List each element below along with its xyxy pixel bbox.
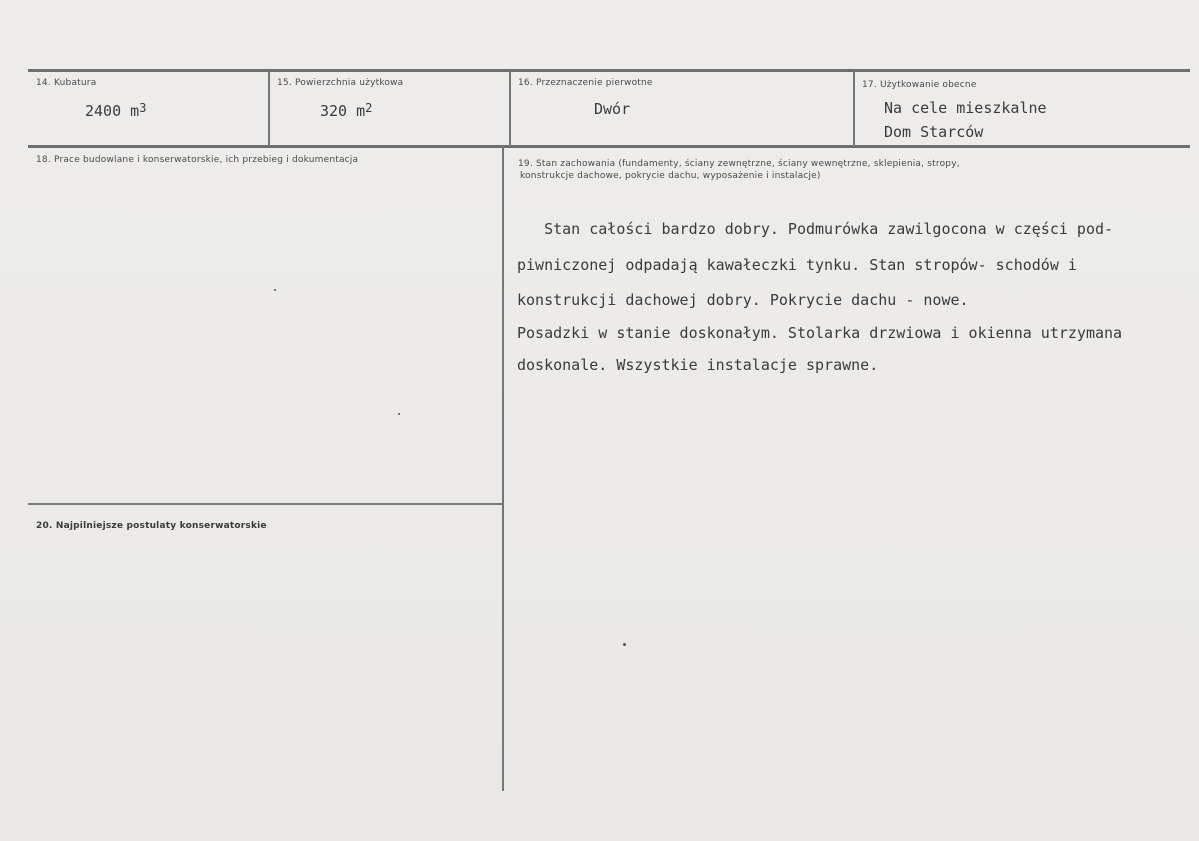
uzytkowanie-value-1: Na cele mieszkalne bbox=[884, 99, 1047, 117]
stan-line-2: piwniczonej odpadają kawałeczki tynku. Stan stropów- schodów i bbox=[517, 255, 1077, 274]
paper-speck bbox=[274, 289, 276, 291]
kubatura-value: 2400 $m^3$ bbox=[85, 101, 147, 120]
stan-line-5: doskonale. Wszystkie instalacje sprawne. bbox=[517, 356, 879, 374]
przeznaczenie-value: Dwór bbox=[594, 100, 631, 118]
kubatura-label: 14. Kubatura bbox=[36, 78, 97, 88]
stan-zachowania-label bbox=[518, 158, 1038, 182]
stan-line-4: Posadzki w stanie doskonałym. Stolarka drzwiowa i okienna utrzymana bbox=[517, 323, 1123, 342]
prace-budowlane-label: 18. Prace budowlane i konserwatorskie, ich przebieg i dokumentacja bbox=[36, 155, 359, 165]
uzytkowanie-label: 17. Użytkowanie obecne bbox=[862, 80, 977, 90]
row-rule bbox=[28, 145, 1190, 148]
paper-speck bbox=[398, 413, 400, 415]
postulaty-label: 20. Najpilniejsze postulaty konserwatorskie bbox=[36, 521, 267, 531]
divider-14-15 bbox=[268, 70, 270, 146]
divider-main bbox=[502, 146, 504, 791]
top-rule bbox=[28, 69, 1190, 72]
stan-zachowania-label-line-1: 19. Stan zachowania (fundamenty, ściany zewnętrzne, ściany wewnętrzne, sklepienia, stropy, bbox=[518, 159, 960, 169]
uzytkowanie-value-2: Dom Starców bbox=[884, 123, 984, 141]
section-rule bbox=[28, 503, 503, 505]
stan-zachowania-label-line-2: konstrukcje dachowe, pokrycie dachu, wyposażenie i instalacje) bbox=[520, 171, 821, 181]
stan-line-3: konstrukcji dachowej dobry. Pokrycie dachu - nowe. bbox=[517, 291, 969, 309]
powierzchnia-label: 15. Powierzchnia użytkowa bbox=[277, 78, 404, 88]
powierzchnia-value: 320 $m^2$ bbox=[320, 101, 373, 120]
divider-16-17 bbox=[853, 70, 855, 146]
divider-15-16 bbox=[509, 70, 511, 146]
stan-line-1: Stan całości bardzo dobry. Podmurówka zawilgocona w części pod- bbox=[517, 220, 1114, 238]
paper-speck bbox=[623, 643, 626, 646]
stan-zachowania-text bbox=[517, 212, 1187, 384]
przeznaczenie-label: 16. Przeznaczenie pierwotne bbox=[518, 78, 653, 88]
